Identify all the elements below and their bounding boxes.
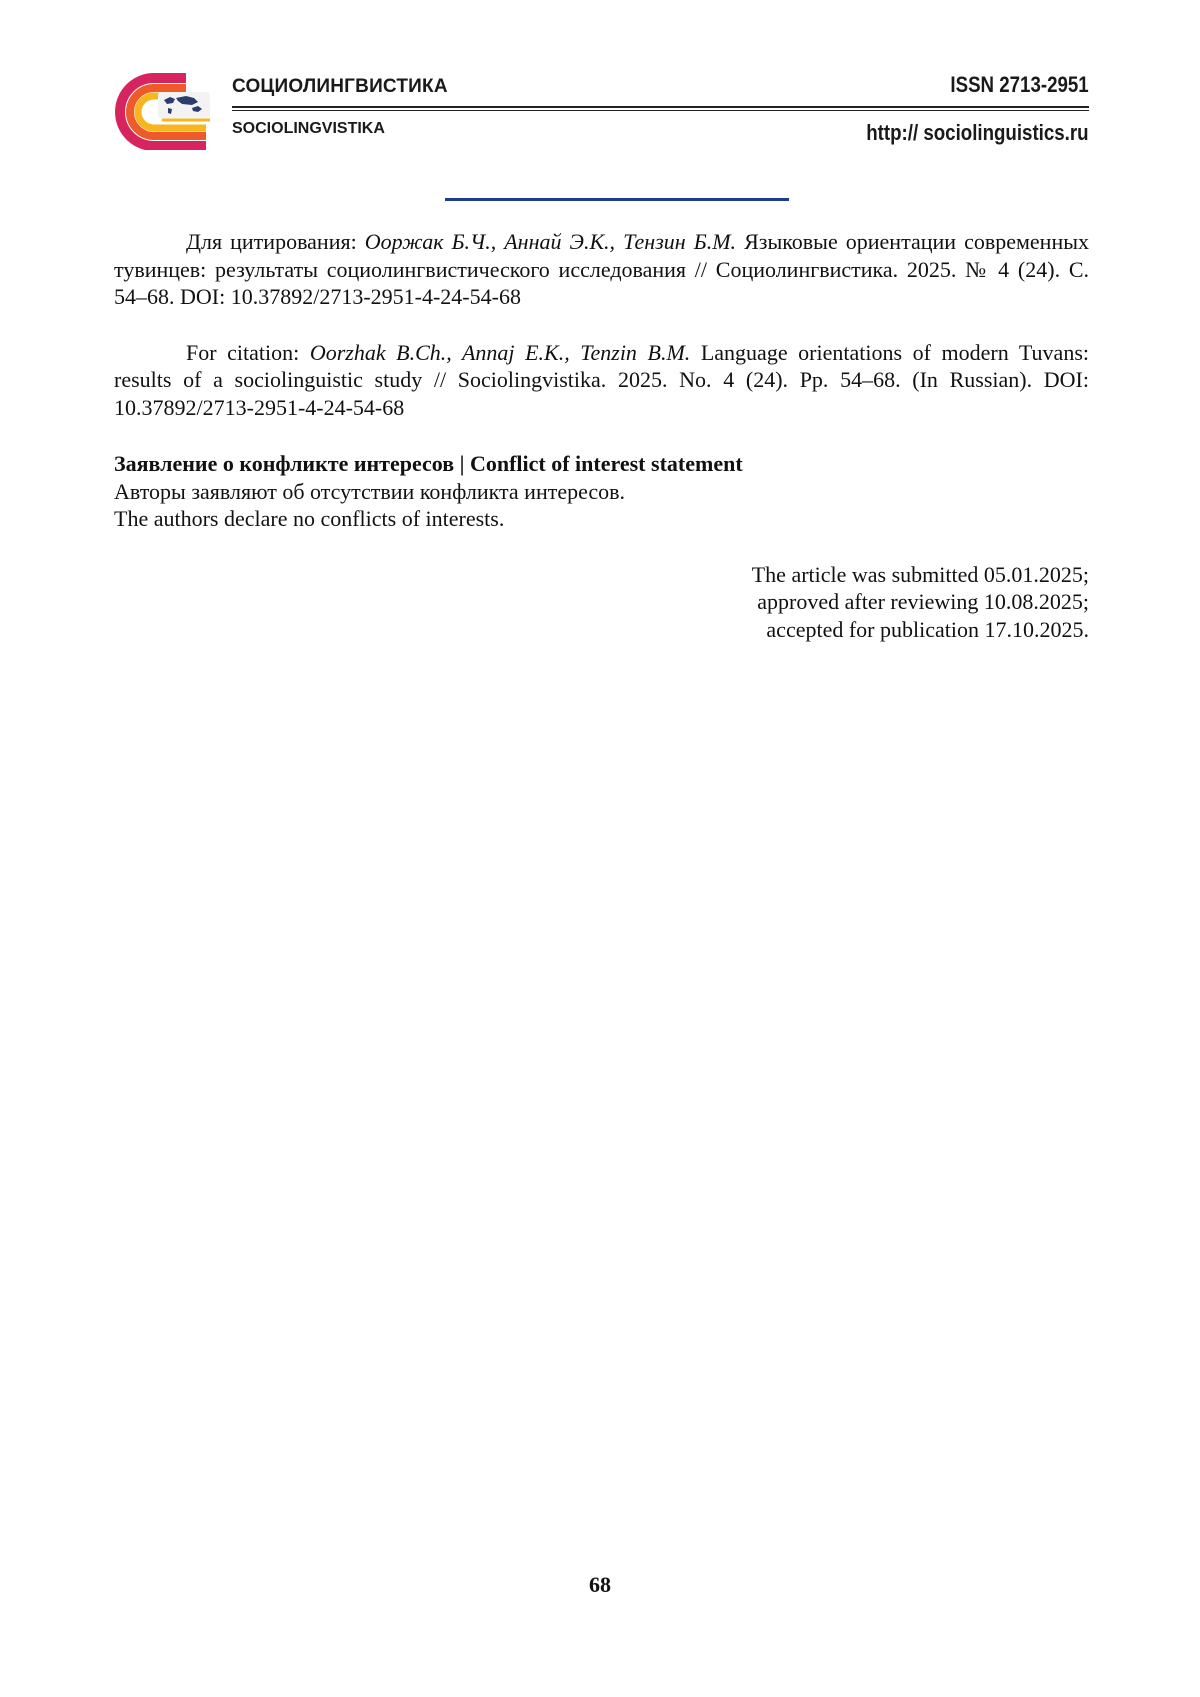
citation-ru [114,228,1089,311]
header-rule-thin [232,110,1089,111]
document-body [114,228,1089,643]
journal-title-en: SOCIOLINGVISTIKA [232,120,385,137]
journal-url[interactable]: http:// sociolinguistics.ru [866,120,1089,145]
article-dates [114,561,1089,644]
section-divider [445,198,789,201]
citation-ru-rest: Языковые ориентации современных тувинцев: результаты социолингвистического исследования // Социолингвистика. 2025. № 4 (24). С. 54–68. DOI: 10.37892/2713-2951-4-24-54-68 [114,229,1089,309]
issn-label: ISSN 2713-2951 [950,72,1089,97]
journal-header [114,72,1089,152]
citation-en-prefix: For citation: [186,339,310,365]
journal-logo-globe-icon [114,72,214,150]
date-approved: approved after reviewing 10.08.2025; [757,589,1089,614]
date-submitted: The article was submitted 05.01.2025; [751,561,1089,587]
citation-ru-prefix: Для цитирования: [186,229,365,254]
citation-en [114,339,1089,422]
conflict-heading: Заявление о конфликте интересов | Conflict of interest statement [114,451,743,476]
conflict-of-interest [114,450,1089,533]
header-rule [232,106,1089,108]
conflict-statement-en: The authors declare no conflicts of interests. [114,506,505,531]
citation-en-rest: Language orientations of modern Tuvans: results of a sociolinguistic study // Sociolingvistika. 2025. No. 4 (24). Pp. 54–68. (In Russian). DOI: 10.37892/2713-2951-4-24-54-68 [114,339,1089,420]
citation-ru-authors: Ооржак Б.Ч., Аннай Э.К., Тензин Б.М. [364,229,737,254]
journal-title-ru: СОЦИОЛИНГВИСТИКА [232,76,448,97]
page-number: 68 [589,1572,611,1597]
conflict-statement-ru: Авторы заявляют об отсутствии конфликта интересов. [114,478,626,504]
citation-en-authors: Oorzhak B.Ch., Annaj E.K., Tenzin B.M. [309,339,691,365]
date-accepted: accepted for publication 17.10.2025. [766,616,1089,642]
